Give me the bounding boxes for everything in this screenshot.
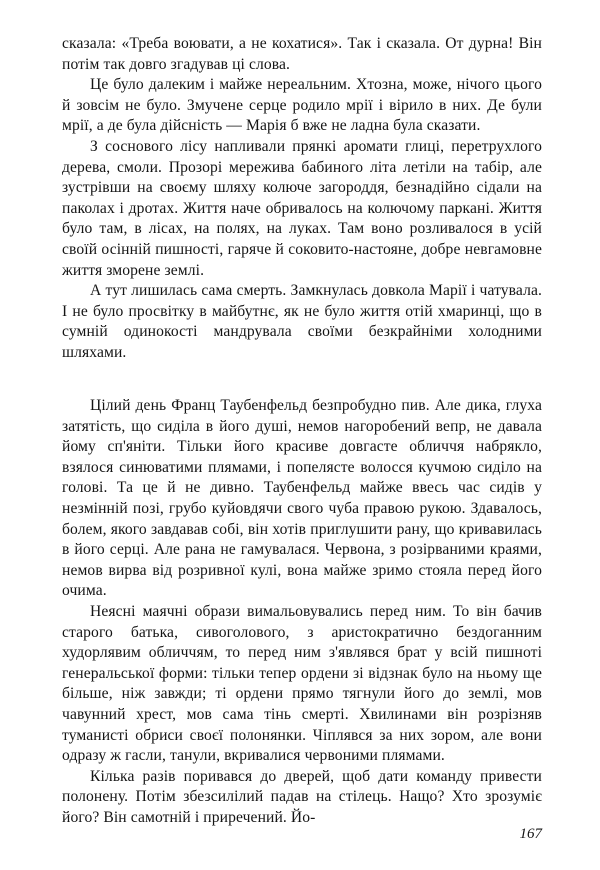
paragraph: сказала: «Треба воювати, а не кохатися». Так і сказала. От дурна! Він потім так довго згадував ці слова. [62,35,542,73]
paragraph: А тут лишилась сама смерть. Замкнулась довкола Марії і чатувала. І не було просвітку в майбутнє, як не було життя отій хмаринці, що в сумній одинокості мандрувала своїми безкрайніми холодними шляхами. [62,282,542,361]
paragraph: Неясні маячні образи вимальовувались перед ним. То він бачив старого батька, сивоголового, з аристократично бездоганним худорлявим обличчям, то перед ним з'являвся брат у всій пишноті генеральської форми: тільки тепер ордени зі відзнак було на ньому ще більше, ніж завжди; ті ордени прямо тягнули його до землі, мов чавунний хрест, мов сама тінь смерті. Хвилинами він розрізняв туманисті обриси своєї полонянки. Чіплявся за них зором, але вони одразу ж гасли, танули, вкривалися червоними плямами. [62,602,542,765]
paragraph: Кілька разів поривався до дверей, щоб дати команду привести полонену. Потім збезсилілий падав на стілець. Нащо? Хто зрозуміє його? Він самотній і приречений. Йо- [62,767,542,826]
paragraph: Цілий день Франц Таубенфельд безпробудно пив. Але дика, глуха затятість, що сиділа в його душі, немов нагоробений вепр, не давала йому сп'яніти. Тільки його красиве довгасте обличчя набрякло, взялося синюватими плямами, і попелясте волосся кучмою сиділо на голові. Та це й не дивно. Таубенфельд майже ввесь час сидів у незмінній позі, грубо куйовдячи свого чуба правою рукою. Здавалось, болем, якого завдавав собі, він хотів приглушити рану, що кривавилась в його серці. Але рана не гамувалася. Червона, з розірваними краями, немов вирва від розривної кулі, вона майже зримо стояла перед його очима. [62,397,542,600]
paragraph: З соснового лісу напливали прянкі аромати глиці, перетрухлого дерева, смоли. Прозорі мережива бабиного літа летіли на табір, але зустрівши на своєму шляху колюче загороддя, безнадійно сідали на паколах і дротах. Життя наче обривалось на колючому паркані. Життя було там, в лісах, на полях, на луках. Там воно розливалося в усій своїй осінній пишності, гаряче й соковито-настояне, добре невгамовне життя зморене землі. [62,137,542,279]
paragraph: Це було далеким і майже нереальним. Хтозна, може, нічого цього й зовсім не було. Змучене серце родило мрії і вірило в них. Де були мрії, а де була дійсність — Марія б вже не ладна була сказати. [62,76,542,135]
page-number: 167 [519,826,542,842]
text-section-2 [62,396,542,828]
text-section-1 [62,34,542,364]
